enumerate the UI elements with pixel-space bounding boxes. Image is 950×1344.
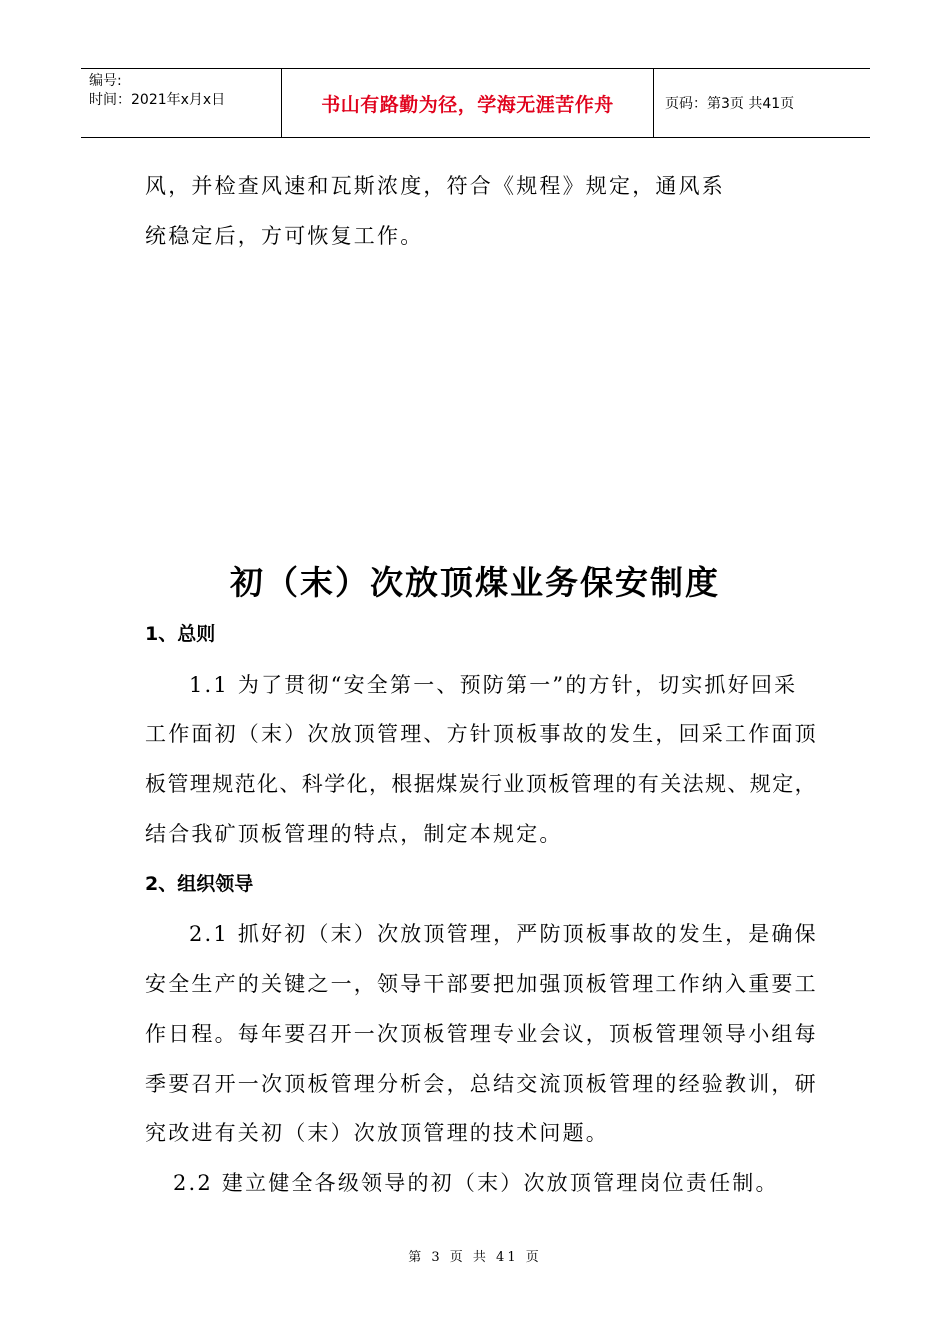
body-line: 2.2 建立健全各级领导的初（末）次放顶管理岗位责任制。 <box>173 1171 779 1195</box>
header-page-cell <box>654 69 870 137</box>
continuation-line: 风，并检查风速和瓦斯浓度，符合《规程》规定，通风系 <box>145 174 725 198</box>
document-number-label: 编号: <box>89 73 122 89</box>
header-motto: 书山有路勤为径，学海无涯苦作舟 <box>321 93 614 116</box>
header-meta-cell <box>81 69 281 137</box>
body-line: 1.1 为了贯彻“安全第一、预防第一”的方针，切实抓好回采 <box>189 673 798 697</box>
body-line: 作日程。每年要召开一次顶板管理专业会议，顶板管理领导小组每 <box>145 1022 818 1046</box>
page-footer: 第 3 页 共 41 页 <box>408 1250 542 1265</box>
document-title: 初（末）次放顶煤业务保安制度 <box>230 563 720 602</box>
body-line: 板管理规范化、科学化，根据煤炭行业顶板管理的有关法规、规定， <box>145 772 817 796</box>
body-line: 结合我矿顶板管理的特点，制定本规定。 <box>145 822 563 846</box>
body-line: 工作面初（末）次放顶管理、方针顶板事故的发生，回采工作面顶 <box>145 722 818 746</box>
section-heading: 1、总则 <box>145 623 216 645</box>
body-line: 究改进有关初（末）次放顶管理的技术问题。 <box>145 1121 609 1145</box>
continuation-line: 统稳定后，方可恢复工作。 <box>145 224 424 248</box>
header-motto-cell <box>281 69 654 137</box>
header-page-info: 页码：第3页 共41页 <box>665 96 795 112</box>
body-line: 季要召开一次顶板管理分析会，总结交流顶板管理的经验教训，研 <box>145 1072 818 1096</box>
body-line: 安全生产的关键之一，领导干部要把加强顶板管理工作纳入重要工 <box>145 972 818 996</box>
body-line: 2.1 抓好初（末）次放顶管理，严防顶板事故的发生，是确保 <box>189 922 818 946</box>
document-header <box>81 68 870 138</box>
document-date: 时间：2021年x月x日 <box>89 92 226 108</box>
section-heading: 2、组织领导 <box>145 873 254 895</box>
